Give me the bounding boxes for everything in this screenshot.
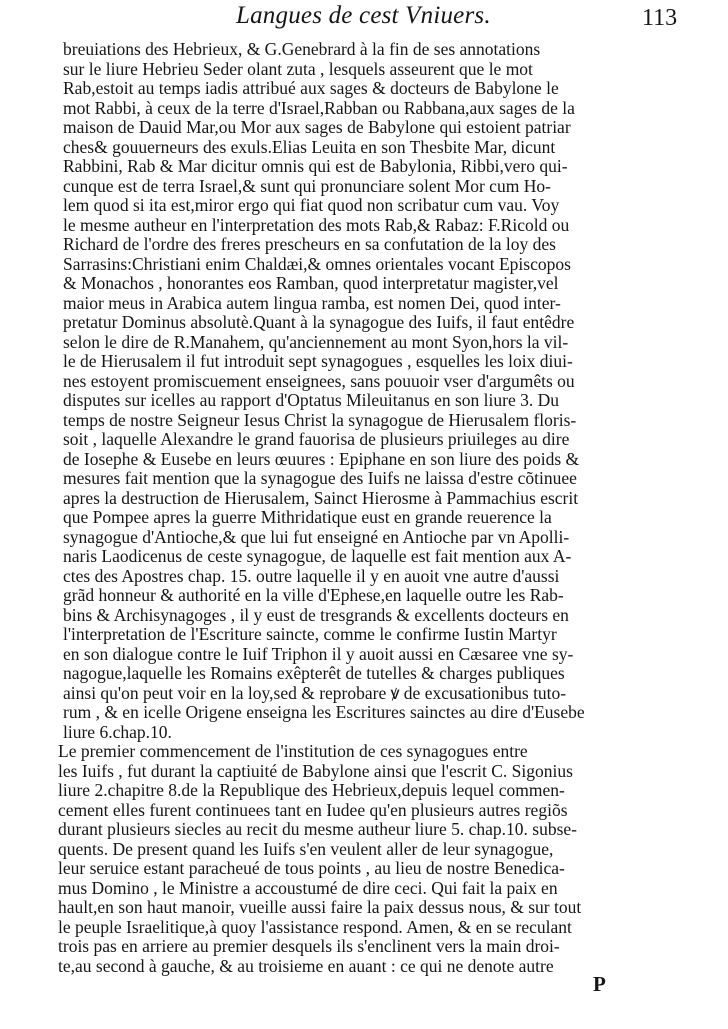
text-line: bins & Archisynagoges , il y eust de tresgrands & excellents docteurs en (63, 604, 569, 625)
text-line: & Monachos , honorantes eos Ramban, quod interpretatur magister,vel (63, 273, 559, 293)
text-line: quents. De present quand les Iuifs s'en veulent aller de leur synagogue, (58, 838, 554, 859)
text-line: apres la destruction de Hierusalem, Sainct Hierosme à Pammachius escrit (63, 487, 579, 508)
text-line: Sarrasins:Christiani enim Chaldæi,& omnes orientales vocant Episcopos (63, 253, 571, 274)
text-line: maior meus in Arabica autem lingua ramba, est nomen Dei, quod inter- (63, 292, 561, 313)
text-line: ainsi qu'on peut voir en la loy,sed & reprobare ꝟ de excusationibus tuto- (63, 682, 567, 703)
text-line: ctes des Apostres chap. 15. outre laquelle il y en auoit vne autre d'aussi (63, 565, 560, 586)
text-line: les Iuifs , fut durant la captiuité de Babylone ainsi que l'escrit C. Sigonius (58, 760, 573, 781)
text-line: durant plusieurs siecles au recit du mesme autheur liure 5. chap.10. subse- (58, 819, 578, 839)
text-line: liure 2.chapitre 8.de la Republique des Hebrieux,depuis lequel commen- (58, 780, 565, 800)
text-line: te,au second à gauche, & au troisieme en auant : ce qui ne denote autre (58, 955, 554, 976)
text-line: pretatur Dominus absolutè.Quant à la synagogue des Iuifs, il faut entêdre (63, 312, 575, 332)
text-line: Richard de l'ordre des freres prescheurs en sa confutation de la loy des (63, 234, 556, 254)
text-line: le mesme autheur en l'interpretation des mots Rab,& Rabaz: F.Ricold ou (63, 214, 570, 235)
text-line: trois pas en arriere au premier desquels ils s'enclinent vers la main droi- (58, 936, 560, 956)
text-line: Rabbini, Rab & Mar dicitur omnis qui est de Babylonia, Ribbi,vero qui- (63, 156, 568, 176)
text-line: que Pompee apres la guerre Mithridatique eust en grande reuerence la (63, 507, 552, 527)
text-line: le peuple Israelitique,à quoy l'assistance respond. Amen, & en se reculant (58, 916, 572, 937)
running-title: Langues de cest Vniuers. (236, 2, 491, 29)
text-line: soit , laquelle Alexandre le grand fauorisa de plusieurs priuileges au dire (63, 429, 570, 449)
text-line: lem quod si ita est,miror ergo qui fiat quod non scribatur cum vau. Voy (63, 195, 560, 215)
text-line: synagogue d'Antioche,& que lui fut enseigné en Antioche par vn Apolli- (63, 526, 570, 547)
text-line: maison de Dauid Mar,ou Mor aux sages de Babylone qui estoient patriar (63, 117, 571, 137)
text-line: ches& gouuerneurs des exuls.Elias Leuita en son Thesbite Mar, dicunt (63, 136, 556, 157)
text-line: nagogue,laquelle les Romains exêpterêt de tutelles & charges publiques (63, 663, 565, 683)
text-line: grãd honneur & authorité en la ville d'Ephese,en laquelle outre les Rab- (63, 585, 564, 605)
signature-mark: P (593, 972, 606, 996)
text-line: l'interpretation de l'Escriture saincte, comme le confirme Iustin Martyr (63, 624, 557, 644)
text-line: Rab,estoit au temps iadis attribué aux sages & docteurs de Babylone le (63, 78, 559, 98)
text-line: selon le dire de R.Manahem, qu'anciennement au mont Syon,hors la vil- (63, 331, 569, 352)
text-line: le de Hierusalem il fut introduit sept synagogues , esquelles les loix diui- (63, 351, 573, 371)
page-header (0, 2, 728, 38)
text-line: mus Domino , le Ministre a accoustumé de dire ceci. Qui fait la paix en (58, 877, 558, 898)
text-line: cunque est de terra Israel,& sunt qui pronunciare solent Mor cum Ho- (63, 175, 551, 196)
text-line: cement elles furent continuees tant en Iudee qu'en plusieurs autres regiõs (58, 799, 568, 820)
text-line: sur le liure Hebrieu Seder olant zuta , lesquels asseurent que le mot (63, 58, 533, 79)
text-line: disputes sur icelles au rapport d'Optatus Mileuitanus en son liure 3. Du (63, 390, 559, 410)
text-line: nes estoyent promiscuement enseignees, sans pouuoir vser d'argumêts ou (63, 370, 575, 391)
text-line: Le premier commencement de l'institution de ces synagogues entre (58, 741, 528, 761)
text-line: rum , & en icelle Origene enseigna les Escritures sainctes au dire d'Eusebe (63, 702, 585, 722)
text-line: leur seruice estant paracheué de tous points , au lieu de nostre Benedica- (58, 858, 565, 878)
text-line: hault,en son haut manoir, vueille aussi faire la paix dessus nous, & sur tout (58, 897, 582, 917)
text-line: temps de nostre Seigneur Iesus Christ la synagogue de Hierusalem floris- (63, 409, 577, 430)
page-number: 113 (642, 5, 678, 31)
text-line: naris Laodicenus de ceste synagogue, de laquelle est fait mention aux A- (63, 546, 572, 566)
text-line: en son dialogue contre le Iuif Triphon il y auoit aussi en Cæsaree vne sy- (63, 643, 574, 664)
text-line: liure 6.chap.10. (63, 721, 172, 742)
text-line: breuiations des Hebrieux, & G.Genebrard à la fin de ses annotations (63, 39, 541, 59)
text-line: mesures fait mention que la synagogue des Iuifs ne laissa d'estre cõtinuee (63, 468, 577, 488)
text-line: mot Rabbi, à ceux de la terre d'Israel,Rabban ou Rabbana,aux sages de la (63, 97, 575, 118)
text-line: de Iosephe & Eusebe en leurs œuures : Epiphane en son liure des poids & (63, 448, 580, 469)
